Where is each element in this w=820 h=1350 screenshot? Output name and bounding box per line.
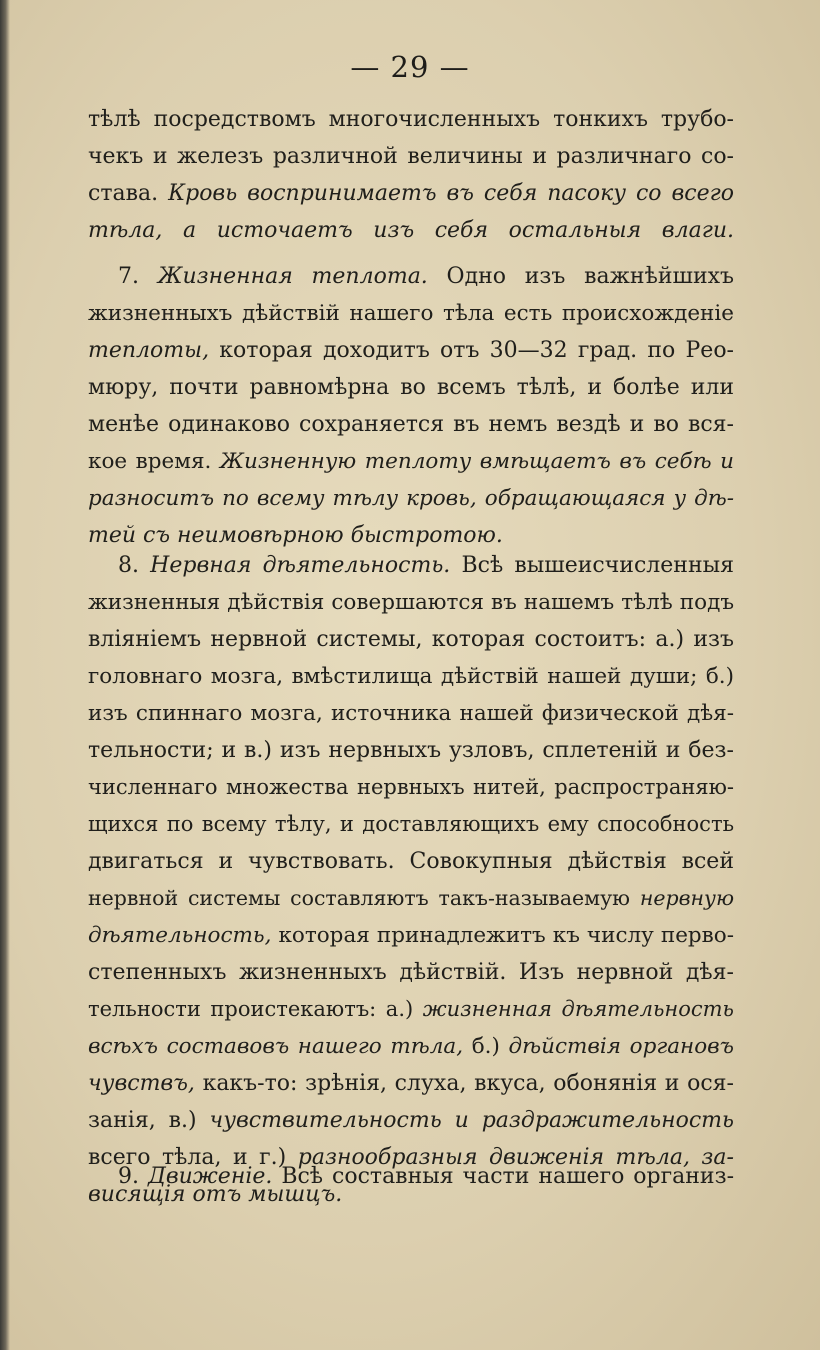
text-line: тельности; и в.) изъ нервныхъ узловъ, сплетеній и без- <box>88 738 734 763</box>
text-line: тей съ неимовѣрною быстротою. <box>88 523 503 548</box>
paragraph-intro <box>88 101 734 249</box>
text-line: численнаго множества нервныхъ нитей, распространяю- <box>88 775 734 799</box>
text-line: 8. Нервная дѣятельность. Всѣ вышеисчисленныя <box>118 553 734 578</box>
page-number: — 29 — <box>350 50 470 84</box>
text-line: теплоты, которая доходитъ отъ 30—32 град. по Рео- <box>88 338 734 363</box>
text-line: кое время. Жизненную теплоту вмѣщаетъ въ себѣ и <box>88 449 734 474</box>
paragraph-9 <box>88 1158 734 1195</box>
text-line: двигаться и чувствовать. Совокупныя дѣйствія всей <box>88 849 734 874</box>
text-line: чувствъ, какъ-то: зрѣнія, слуха, вкуса, обонянія и ося- <box>88 1071 734 1096</box>
text-line: менѣе одинаково сохраняется въ немъ вездѣ и во вся- <box>88 412 734 437</box>
text-line: жизненныхъ дѣйствій нашего тѣла есть происхожденіе <box>88 301 734 326</box>
text-line: занія, в.) чувствительность и раздражительность <box>88 1108 734 1133</box>
text-line: дѣятельность, которая принадлежитъ къ числу перво- <box>88 923 734 948</box>
text-line: тѣла, а источаетъ изъ себя остальныя влаги. <box>88 218 734 243</box>
text-line: нервной системы составляютъ такъ-называемую нервную <box>88 886 734 910</box>
text-line: мюру, почти равномѣрна во всемъ тѣлѣ, и болѣе или <box>88 375 734 400</box>
text-line: всѣхъ составовъ нашего тѣла, б.) дѣйствія органовъ <box>88 1034 734 1059</box>
text-line: изъ спиннаго мозга, источника нашей физической дѣя- <box>88 701 734 726</box>
text-line: висящія отъ мышцъ. <box>88 1182 343 1207</box>
text-line: головнаго мозга, вмѣстилища дѣйствій нашей души; б.) <box>88 664 734 689</box>
page-fold-shadow <box>0 0 10 1350</box>
text-line: всего тѣла, и г.) разнообразныя движенія тѣла, за- <box>88 1145 734 1170</box>
paragraph-7 <box>88 258 734 554</box>
text-line: вліяніемъ нервной системы, которая состоитъ: а.) изъ <box>88 627 734 652</box>
text-line: 7. Жизненная теплота. Одно изъ важнѣйшихъ <box>118 264 735 289</box>
text-line: жизненныя дѣйствія совершаются въ нашемъ тѣлѣ подъ <box>88 590 734 615</box>
text-line: тельности проистекаютъ: а.) жизненная дѣятельность <box>88 997 734 1021</box>
text-line: щихся по всему тѣлу, и доставляющихъ ему способность <box>88 812 734 836</box>
text-line: става. Кровь воспринимаетъ въ себя пасоку со всего <box>88 181 734 206</box>
text-line: разноситъ по всему тѣлу кровь, обращающаяся у дѣ- <box>88 486 734 511</box>
paragraph-8 <box>88 547 734 1213</box>
text-line: чекъ и железъ различной величины и различнаго со- <box>88 144 734 169</box>
text-line: степенныхъ жизненныхъ дѣйствій. Изъ нервной дѣя- <box>88 960 734 985</box>
text-line: 9. Движеніе. Всѣ составныя части нашего организ- <box>118 1164 735 1189</box>
text-line: тѣлѣ посредствомъ многочисленныхъ тонкихъ трубо- <box>88 107 734 132</box>
